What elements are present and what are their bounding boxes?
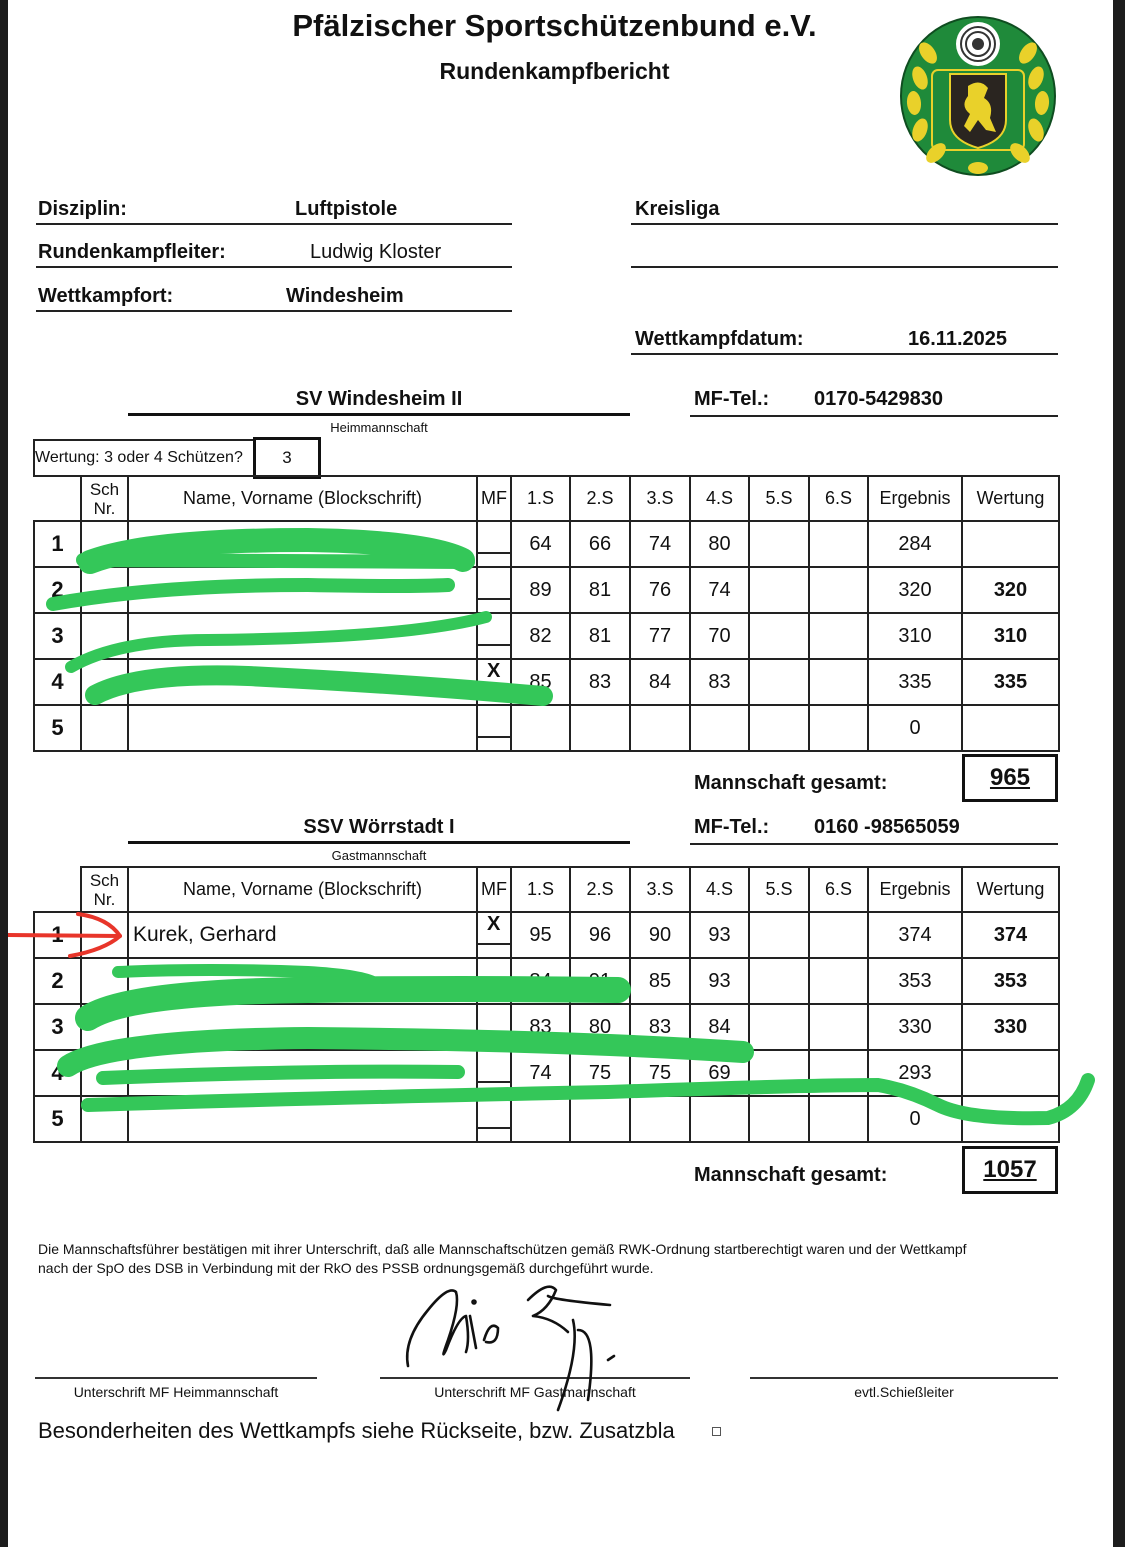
header-blank — [34, 476, 81, 521]
score-s4[interactable] — [690, 705, 749, 751]
table-row — [34, 613, 1059, 659]
guest-tel-value: 0160 -98565059 — [814, 816, 960, 838]
score-s2[interactable]: 81 — [570, 613, 630, 659]
datum-value: 16.11.2025 — [908, 328, 1007, 350]
wertung-answer[interactable]: 3 — [253, 437, 321, 479]
liga-value: Kreisliga — [635, 198, 720, 220]
sch-nr-cell[interactable] — [81, 912, 128, 958]
disziplin-value: Luftpistole — [295, 198, 398, 220]
guest-tel-label: MF-Tel.: — [694, 816, 770, 838]
ergebnis-cell: 353 — [868, 958, 962, 1004]
ergebnis-cell: 330 — [868, 1004, 962, 1050]
sig-home-label: Unterschrift MF Heimmannschaft — [73, 1384, 279, 1400]
row-number: 1 — [34, 521, 81, 567]
mf-cell[interactable] — [477, 912, 511, 958]
ergebnis-cell: 284 — [868, 521, 962, 567]
wertung-cell — [962, 521, 1059, 567]
score-s2[interactable]: 66 — [570, 521, 630, 567]
table-row — [34, 912, 1059, 958]
sch-nr-cell[interactable] — [81, 521, 128, 567]
mf-checkbox[interactable] — [476, 534, 512, 554]
row-number: 5 — [34, 705, 81, 751]
home-tel-value: 0170-5429830 — [814, 388, 944, 410]
document-subtitle: Rundenkampfbericht — [439, 58, 670, 84]
mf-checkbox[interactable] — [476, 1109, 512, 1129]
score-s6[interactable] — [809, 912, 868, 958]
sch-nr-cell[interactable] — [81, 1050, 128, 1096]
score-s3[interactable]: 83 — [630, 1004, 690, 1050]
report-page — [8, 0, 1113, 1547]
table-row — [34, 705, 1059, 751]
shooter-name[interactable] — [128, 958, 477, 1004]
sig-referee-line[interactable] — [750, 1377, 1058, 1379]
table-row — [34, 659, 1059, 705]
shooter-name[interactable] — [128, 1050, 477, 1096]
shooter-name[interactable] — [128, 705, 477, 751]
mf-cell[interactable] — [477, 1050, 511, 1096]
home-total-value: 965 — [989, 764, 1031, 791]
mf-checkbox[interactable] — [476, 718, 512, 738]
disclaimer-text — [38, 1240, 1068, 1278]
liga-field — [631, 196, 1058, 225]
shooter-name[interactable] — [128, 1096, 477, 1142]
mf-checkbox[interactable] — [476, 925, 512, 945]
attachment-checkbox[interactable] — [712, 1427, 721, 1436]
shooter-name[interactable]: Kurek, Gerhard — [128, 912, 477, 958]
shooter-name[interactable] — [128, 521, 477, 567]
wertung-cell — [962, 705, 1059, 751]
mf-cell[interactable] — [477, 958, 511, 1004]
score-s4[interactable]: 93 — [690, 958, 749, 1004]
score-s6[interactable] — [809, 1096, 868, 1142]
wertung-cell: 353 — [962, 958, 1059, 1004]
home-total-box — [962, 754, 1058, 802]
score-s3[interactable]: 75 — [630, 1050, 690, 1096]
guest-score-table — [33, 866, 1060, 1143]
row-number: 2 — [34, 958, 81, 1004]
wertung-cell: 330 — [962, 1004, 1059, 1050]
sch-nr-cell[interactable] — [81, 1004, 128, 1050]
blank-field — [631, 239, 1058, 268]
header-s5: 5.S — [749, 867, 809, 912]
sig-referee-label: evtl.Schießleiter — [854, 1384, 954, 1400]
score-s2[interactable] — [570, 1096, 630, 1142]
score-s6[interactable] — [809, 659, 868, 705]
guest-team-name: SSV Wörrstadt I — [303, 816, 455, 838]
header-name: Name, Vorname (Blockschrift) — [128, 476, 477, 521]
bottom-note: Besonderheiten des Wettkampfs siehe Rückseite, bzw. Zusatzbla — [38, 1418, 675, 1443]
wertung-cell — [962, 1096, 1059, 1142]
score-s4[interactable]: 80 — [690, 521, 749, 567]
row-number: 4 — [34, 659, 81, 705]
document-title: Pfälzischer Sportschützenbund e.V. — [292, 8, 817, 43]
score-s3[interactable]: 74 — [630, 521, 690, 567]
pssb-logo — [898, 8, 1058, 176]
score-s5[interactable] — [749, 1050, 809, 1096]
header-s2: 2.S — [570, 867, 630, 912]
score-s4[interactable]: 69 — [690, 1050, 749, 1096]
row-number: 1 — [34, 912, 81, 958]
ergebnis-cell: 0 — [868, 705, 962, 751]
score-s2[interactable]: 81 — [570, 567, 630, 613]
ergebnis-cell: 310 — [868, 613, 962, 659]
ort-label: Wettkampfort: — [38, 285, 174, 307]
disziplin-label: Disziplin: — [38, 198, 127, 220]
score-s1[interactable]: 89 — [511, 567, 570, 613]
mf-cell[interactable] — [477, 659, 511, 705]
pssb-emblem-icon — [898, 8, 1058, 176]
home-team-rule — [128, 413, 630, 416]
ergebnis-cell: 335 — [868, 659, 962, 705]
score-s3[interactable] — [630, 705, 690, 751]
header-s5: 5.S — [749, 476, 809, 521]
header-nr: Nr. — [93, 889, 116, 909]
score-s6[interactable] — [809, 1004, 868, 1050]
mf-cell[interactable] — [477, 1096, 511, 1142]
score-s4[interactable] — [690, 1096, 749, 1142]
score-s1[interactable] — [511, 1096, 570, 1142]
sch-nr-cell[interactable] — [81, 613, 128, 659]
guest-total-label: Mannschaft gesamt: — [694, 1164, 888, 1186]
ergebnis-cell: 320 — [868, 567, 962, 613]
score-s1[interactable]: 84 — [511, 958, 570, 1004]
score-s2[interactable]: 91 — [570, 958, 630, 1004]
score-s2[interactable]: 83 — [570, 659, 630, 705]
sig-guest-line[interactable] — [380, 1377, 690, 1379]
table-row — [34, 1004, 1059, 1050]
row-number: 2 — [34, 567, 81, 613]
score-s3[interactable]: 76 — [630, 567, 690, 613]
score-s6[interactable] — [809, 1050, 868, 1096]
score-s2[interactable]: 80 — [570, 1004, 630, 1050]
shooter-name[interactable] — [128, 613, 477, 659]
shooter-name[interactable] — [128, 567, 477, 613]
score-s2[interactable] — [570, 705, 630, 751]
datum-label: Wettkampfdatum: — [635, 328, 804, 350]
home-total-label: Mannschaft gesamt: — [694, 772, 888, 794]
score-s5[interactable] — [749, 521, 809, 567]
ort-field — [36, 283, 512, 312]
score-s3[interactable]: 84 — [630, 659, 690, 705]
header-s4: 4.S — [690, 867, 749, 912]
table-row — [34, 567, 1059, 613]
score-s5[interactable] — [749, 958, 809, 1004]
mf-cell[interactable] — [477, 613, 511, 659]
table-row — [34, 521, 1059, 567]
mf-checkbox[interactable] — [476, 580, 512, 600]
sch-nr-cell[interactable] — [81, 1096, 128, 1142]
score-s4[interactable]: 74 — [690, 567, 749, 613]
score-s2[interactable]: 75 — [570, 1050, 630, 1096]
score-s4[interactable]: 93 — [690, 912, 749, 958]
score-s3[interactable] — [630, 1096, 690, 1142]
wertung-cell: 374 — [962, 912, 1059, 958]
datum-field — [631, 326, 1058, 355]
score-s6[interactable] — [809, 613, 868, 659]
sch-nr-cell[interactable] — [81, 659, 128, 705]
disclaimer-line-1: Die Mannschaftsführer bestätigen mit ihrer Unterschrift, daß alle Mannschaftschützen gemäß RWK-Ordnung startberechtigt waren und der Wettkampf — [38, 1241, 967, 1257]
leiter-field — [36, 239, 512, 268]
score-s5[interactable] — [749, 1096, 809, 1142]
annotation-overlay — [8, 0, 1113, 1547]
shooter-name[interactable] — [128, 659, 477, 705]
header-s3: 3.S — [630, 476, 690, 521]
score-s3[interactable]: 85 — [630, 958, 690, 1004]
header-mf: MF — [477, 867, 511, 912]
wertung-cell: 310 — [962, 613, 1059, 659]
disziplin-field — [36, 196, 512, 225]
score-s1[interactable] — [511, 705, 570, 751]
mf-mark: X — [487, 660, 501, 682]
table-header-row — [34, 476, 1059, 521]
header-nr: Nr. — [93, 498, 116, 518]
table-row — [34, 1096, 1059, 1142]
header-sch-nr — [81, 476, 128, 521]
score-s5[interactable] — [749, 659, 809, 705]
leiter-value: Ludwig Kloster — [310, 241, 442, 263]
table-header-row — [34, 867, 1059, 912]
score-s5[interactable] — [749, 567, 809, 613]
score-s1[interactable]: 95 — [511, 912, 570, 958]
score-s5[interactable] — [749, 705, 809, 751]
ergebnis-cell: 293 — [868, 1050, 962, 1096]
row-number: 3 — [34, 613, 81, 659]
sch-nr-cell[interactable] — [81, 567, 128, 613]
row-number: 4 — [34, 1050, 81, 1096]
guest-team-rule — [128, 841, 630, 844]
table-row — [34, 1050, 1059, 1096]
home-team-role: Heimmannschaft — [330, 420, 428, 435]
wertung-cell — [962, 1050, 1059, 1096]
mf-checkbox[interactable] — [476, 626, 512, 646]
home-tel-field — [690, 388, 1058, 417]
row-number: 5 — [34, 1096, 81, 1142]
sig-guest-label: Unterschrift MF Gastmannschaft — [434, 1384, 636, 1400]
score-s1[interactable]: 82 — [511, 613, 570, 659]
mf-cell[interactable] — [477, 521, 511, 567]
header-s3: 3.S — [630, 867, 690, 912]
row-number: 3 — [34, 1004, 81, 1050]
sig-home-line[interactable] — [35, 1377, 317, 1379]
wertung-cell: 335 — [962, 659, 1059, 705]
score-s2[interactable]: 96 — [570, 912, 630, 958]
mf-cell[interactable] — [477, 1004, 511, 1050]
header-wertung: Wertung — [962, 476, 1059, 521]
ergebnis-cell: 0 — [868, 1096, 962, 1142]
score-s6[interactable] — [809, 567, 868, 613]
mf-checkbox[interactable] — [476, 971, 512, 991]
home-team-name: SV Windesheim II — [295, 388, 463, 410]
score-s5[interactable] — [749, 613, 809, 659]
header-s2: 2.S — [570, 476, 630, 521]
score-s1[interactable]: 85 — [511, 659, 570, 705]
header-s1: 1.S — [511, 476, 570, 521]
header-s6: 6.S — [809, 476, 868, 521]
guest-total-value: 1057 — [983, 1156, 1037, 1183]
header-s1: 1.S — [511, 867, 570, 912]
header-s4: 4.S — [690, 476, 749, 521]
guest-tel-field — [690, 816, 1058, 845]
shooter-name[interactable] — [128, 1004, 477, 1050]
ort-value: Windesheim — [286, 285, 404, 307]
header-s6: 6.S — [809, 867, 868, 912]
disclaimer-line-2: nach der SpO des DSB in Verbindung mit der RkO des PSSB ordnungsgemäß durchgeführt wurde. — [38, 1260, 654, 1276]
sch-nr-cell[interactable] — [81, 705, 128, 751]
mf-cell[interactable] — [477, 567, 511, 613]
leiter-label: Rundenkampfleiter: — [38, 241, 226, 263]
home-score-table — [33, 475, 1060, 752]
header-mf: MF — [477, 476, 511, 521]
score-s6[interactable] — [809, 958, 868, 1004]
score-s4[interactable]: 84 — [690, 1004, 749, 1050]
guest-signature — [8, 0, 1113, 1547]
table-row — [34, 958, 1059, 1004]
header-ergebnis: Ergebnis — [868, 867, 962, 912]
wertung-question: Wertung: 3 oder 4 Schützen? — [33, 439, 255, 477]
mf-checkbox[interactable] — [476, 1063, 512, 1083]
sch-nr-cell[interactable] — [81, 958, 128, 1004]
score-s1[interactable]: 83 — [511, 1004, 570, 1050]
header-name: Name, Vorname (Blockschrift) — [128, 867, 477, 912]
score-s1[interactable]: 64 — [511, 521, 570, 567]
mf-checkbox[interactable] — [476, 1017, 512, 1037]
header-wertung: Wertung — [962, 867, 1059, 912]
header-ergebnis: Ergebnis — [868, 476, 962, 521]
score-s4[interactable]: 70 — [690, 613, 749, 659]
guest-team-role: Gastmannschaft — [331, 848, 427, 863]
score-s3[interactable]: 77 — [630, 613, 690, 659]
header-blank — [34, 867, 81, 912]
ergebnis-cell: 374 — [868, 912, 962, 958]
score-s3[interactable]: 90 — [630, 912, 690, 958]
score-s6[interactable] — [809, 521, 868, 567]
mf-cell[interactable] — [477, 705, 511, 751]
header-sch-nr — [81, 867, 128, 912]
score-s1[interactable]: 74 — [511, 1050, 570, 1096]
score-s6[interactable] — [809, 705, 868, 751]
mf-mark: X — [487, 913, 501, 935]
header-sch: Sch — [89, 870, 120, 890]
score-s5[interactable] — [749, 1004, 809, 1050]
wertung-cell: 320 — [962, 567, 1059, 613]
mf-checkbox[interactable] — [476, 672, 512, 692]
home-tel-label: MF-Tel.: — [694, 388, 770, 410]
score-s5[interactable] — [749, 912, 809, 958]
header-sch: Sch — [89, 479, 120, 499]
score-s4[interactable]: 83 — [690, 659, 749, 705]
guest-total-box — [962, 1146, 1058, 1194]
